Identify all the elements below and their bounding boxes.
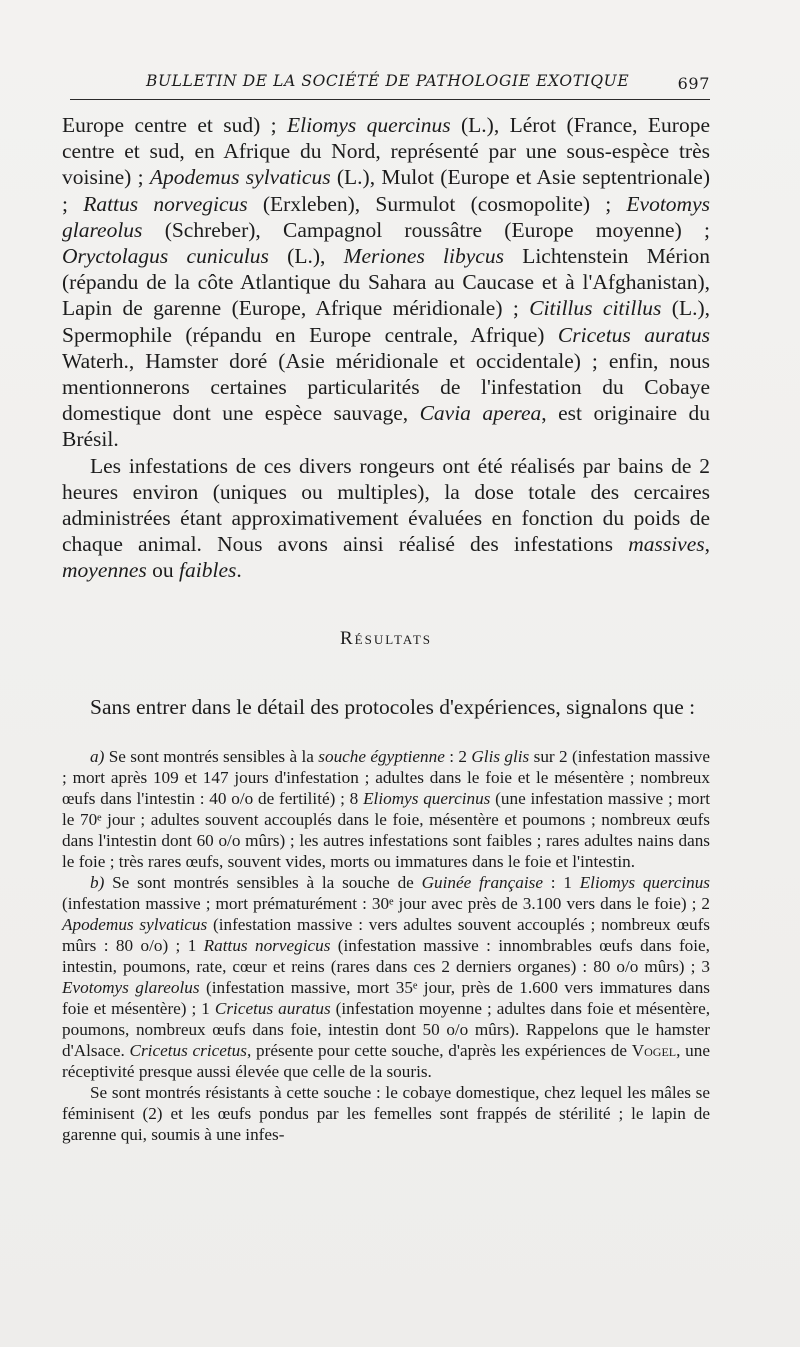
body-text xyxy=(62,112,710,1145)
text-run: Se sont montrés sensibles à la souche de xyxy=(104,873,422,893)
paragraph-b-guinea-strain xyxy=(62,872,710,1082)
page-number: 697 xyxy=(677,74,710,93)
italic-run: Cricetus auratus xyxy=(214,999,331,1019)
italic-run: Guinée française xyxy=(421,873,543,893)
text-run: (une infestation massive ; mort le 70ᵉ jour ; adultes souvent accouplés dans le foie, mésentère et poumons ; nombreux œufs dans l'intestin dont 60 o/o mûrs) ; les autres infestations sont faibles ; rares adultes nains dans le foie ; très rares œufs, souvent vides, morts ou immatures dans le foie et l'intestin. xyxy=(62,789,710,872)
italic-run: Eliomys quercinus xyxy=(579,873,710,893)
text-run: (infestation moyenne ; adultes dans foie et mésentère, poumons, nombreux œufs dans foie, intestin dont 50 o/o mûrs). Rappelons que le hamster d'Alsace. xyxy=(62,999,710,1061)
text-run: Les infestations de ces divers rongeurs ont été réalisés par bains de 2 heures environ (uniques ou multiples), la dose totale des cercaires administrées étant approximativement évaluées en fonction du poids de chaque animal. Nous avons ainsi réalisé des infestations xyxy=(62,453,710,557)
italic-run: Apodemus sylvaticus xyxy=(62,915,208,935)
text-run: Waterh., Hamster doré (Asie méridionale et occidentale) ; enfin, nous mentionnerons certaines particularités de l'infestation du Cobaye domestique dont une espèce sauvage, xyxy=(62,348,710,426)
text-run: , xyxy=(704,532,710,557)
italic-run: souche égyptienne xyxy=(318,747,445,767)
text-run: sur 2 (infestation massive ; mort après 109 et 147 jours d'infestation ; adultes dans le foie et le mésentère ; nombreux œufs dans l'intestin : 40 o/o de fertilité) ; 8 xyxy=(62,747,711,809)
text-run: , présente pour cette souche, d'après les expériences de xyxy=(246,1041,632,1061)
paragraph-infestation-method xyxy=(62,453,710,584)
paragraph-a-egyptian-strain xyxy=(62,746,710,872)
text-run: ou xyxy=(146,558,180,583)
text-run: (L.), Mulot (Europe et Asie septentrionale) ; xyxy=(62,165,710,216)
text-run: , est originaire du Brésil. xyxy=(62,401,710,452)
paragraph-rodent-list xyxy=(62,112,710,453)
text-run: . xyxy=(236,558,242,583)
italic-run: Evotomys glareolus xyxy=(62,191,710,242)
text-run: (Schreber), Campagnol roussâtre (Europe moyenne) ; xyxy=(142,217,710,242)
paragraph-intro: Sans entrer dans le détail des protocoles d'expériences, signalons que : xyxy=(90,694,696,719)
italic-run: Cricetus auratus xyxy=(557,322,710,347)
italic-run: Citillus citillus xyxy=(529,296,662,321)
header-rule xyxy=(70,99,710,100)
text-run: : 2 xyxy=(444,747,472,767)
running-title: BULLETIN DE LA SOCIÉTÉ DE PATHOLOGIE EXOTIQUE xyxy=(146,72,630,90)
text-run: , une réceptivité presque aussi élevée que celle de la souris. xyxy=(62,1041,711,1082)
text-run: (L.), xyxy=(268,244,344,269)
text-run: Lichtenstein Mérion (répandu de la côte Atlantique du Sahara au Caucase et à l'Afghanistan), Lapin de garenne (Europe, Afrique méridionale) ; xyxy=(62,244,710,321)
section-title-resultats: Résultats xyxy=(340,627,432,649)
italic-run: moyennes xyxy=(62,558,147,583)
italic-run: massives xyxy=(628,532,705,557)
text-run: (L.), Spermophile (répandu en Europe centrale, Afrique) xyxy=(62,296,711,347)
smallcaps-run: Vogel xyxy=(631,1041,677,1061)
italic-run: Evotomys glareolus xyxy=(62,978,200,998)
italic-run: Glis glis xyxy=(471,747,530,767)
italic-run: a) xyxy=(90,747,105,767)
text-run: (L.), Lérot (France, Europe centre et sud, en Afrique du Nord, représenté par une sous-espèce très voisine) ; xyxy=(62,113,710,190)
text-run: (infestation massive : innombrables œufs dans foie, intestin, poumons, rate, cœur et reins (rares dans ces 2 derniers organes) : 80 o/o mûrs) ; 3 xyxy=(62,936,710,977)
italic-run: Rattus norvegicus xyxy=(203,936,331,956)
italic-run: Eliomys quercinus xyxy=(286,113,451,137)
italic-run: b) xyxy=(90,873,105,893)
text-run: (infestation massive, mort 35ᵉ jour, près de 1.600 vers immatures dans foie et mésentère) ; 1 xyxy=(62,978,710,1019)
italic-run: Cricetus cricetus xyxy=(129,1041,247,1061)
text-run: (infestation massive : vers adultes souvent accouplés ; nombreux œufs mûrs : 80 o/o) ; 1 xyxy=(62,915,710,956)
italic-run: Apodemus sylvaticus xyxy=(149,165,331,190)
text-run: Se sont montrés sensibles à la xyxy=(104,747,319,767)
italic-run: Eliomys quercinus xyxy=(363,789,491,809)
italic-run: faibles xyxy=(179,558,237,583)
paragraph-c-resistant xyxy=(62,1082,710,1145)
text-run: (infestation massive ; mort prématurément : 30ᵉ jour avec près de 3.100 vers dans le foie) ; 2 xyxy=(62,894,710,914)
text-run: Se sont montrés résistants à cette souche : le cobaye domestique, chez lequel les mâles se féminisent (2) et les œufs pondus par les femelles sont frappés de stérilité ; le lapin de garenne qui, soumis à une infes- xyxy=(62,1083,710,1145)
text-run: : 1 xyxy=(542,873,580,893)
text-run: Europe centre et sud) ; xyxy=(62,113,287,137)
italic-run: Oryctolagus cuniculus xyxy=(62,244,269,269)
italic-run: Rattus norvegicus xyxy=(83,191,248,216)
italic-run: Meriones libycus xyxy=(343,244,504,269)
italic-run: Cavia aperea xyxy=(419,401,542,426)
text-run: (Erxleben), Surmulot (cosmopolite) ; xyxy=(247,191,627,216)
